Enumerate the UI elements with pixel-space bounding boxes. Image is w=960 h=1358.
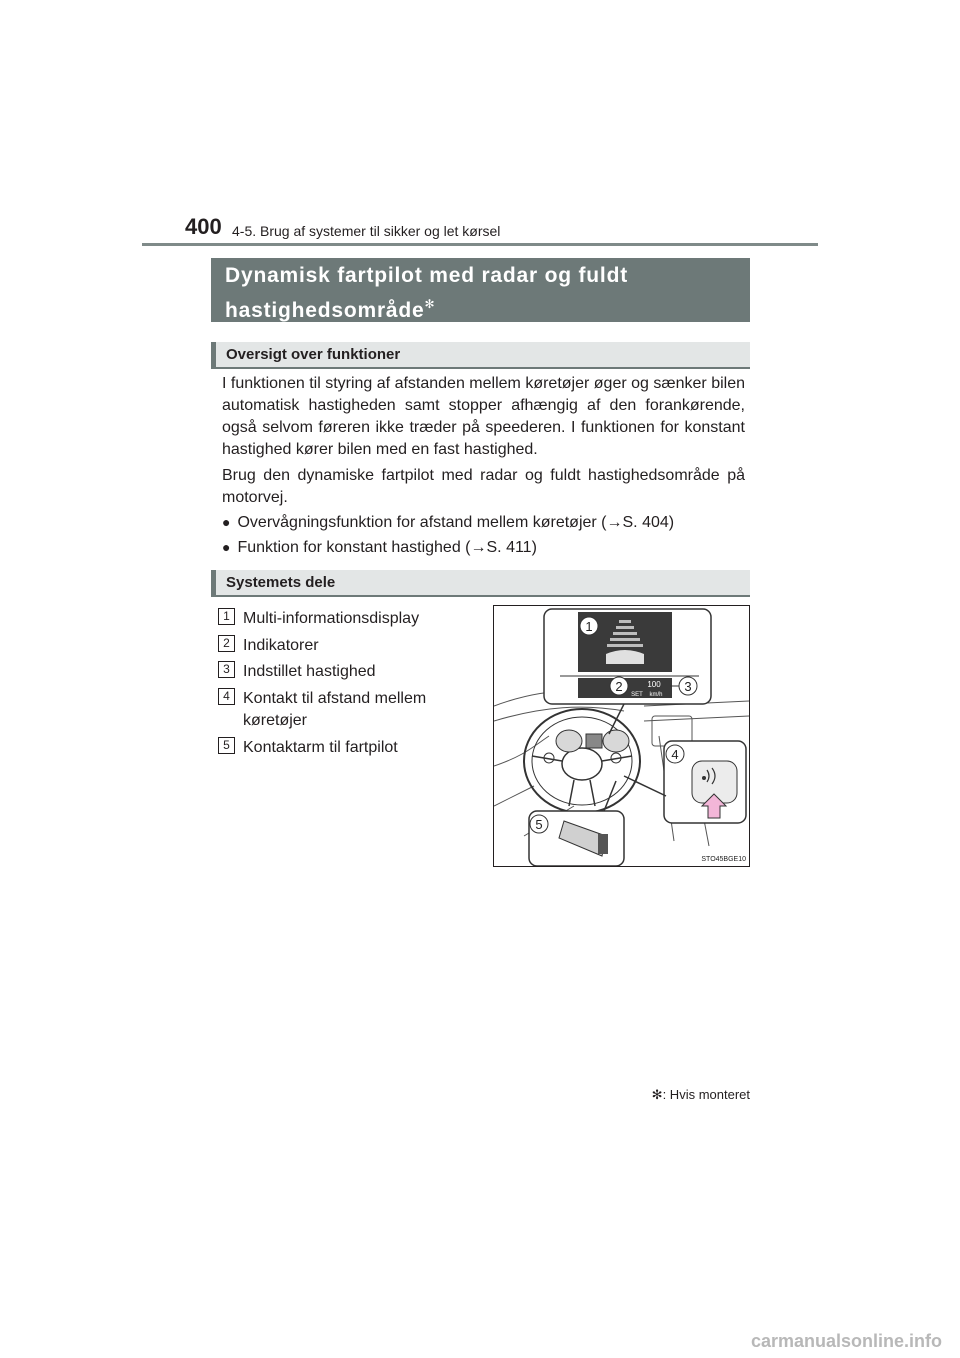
bullet-icon: ● — [222, 539, 231, 555]
gauge-cluster — [556, 730, 629, 752]
page-reference-link[interactable]: S. 411) — [486, 539, 537, 556]
list-item: ● Funktion for konstant hastighed (→S. 411) — [222, 539, 537, 556]
list-item: ● Overvågningsfunktion for afstand mellem køretøjer (→S. 404) — [222, 514, 675, 531]
svg-text:1: 1 — [585, 619, 593, 634]
overview-heading: Oversigt over funktioner — [211, 342, 750, 369]
display-set-label: SET — [631, 692, 643, 698]
display-speed: 100 — [647, 680, 661, 689]
steering-wheel-icon — [524, 709, 640, 813]
section-header: 4-5. Brug af systemer til sikker og let kørsel — [232, 223, 501, 239]
number-badge: 4 — [218, 688, 235, 705]
page-number: 400 — [185, 214, 222, 239]
list-item: 4 Kontakt til afstand mellem køretøjer — [218, 688, 443, 732]
svg-text:4: 4 — [671, 747, 679, 762]
list-item: 2 Indikatorer — [218, 635, 319, 659]
svg-text:3: 3 — [684, 679, 692, 694]
title-line-2: hastighedsområde✻ — [225, 297, 436, 322]
parts-heading: Systemets dele — [211, 570, 750, 597]
arrow-icon: → — [470, 539, 487, 556]
svg-text:5: 5 — [535, 817, 543, 832]
list-item: 3 Indstillet hastighed — [218, 661, 376, 685]
cockpit-illustration — [493, 605, 750, 867]
number-badge: 2 — [218, 635, 235, 652]
header-divider — [142, 243, 818, 246]
display-unit: km/h — [649, 692, 663, 698]
footnote-marker-icon: ✻ — [651, 1087, 663, 1102]
number-badge: 3 — [218, 661, 235, 678]
list-item: 5 Kontaktarm til fartpilot — [218, 737, 398, 761]
bullet-icon: ● — [222, 514, 231, 530]
list-item: 1 Multi-informationsdisplay — [218, 608, 419, 632]
number-badge: 1 — [218, 608, 235, 625]
title-line-1: Dynamisk fartpilot med radar og fuldt — [225, 264, 628, 287]
svg-text:2: 2 — [615, 679, 623, 694]
arrow-icon: → — [606, 514, 623, 531]
number-badge: 5 — [218, 737, 235, 754]
page-title — [211, 258, 750, 322]
page-reference-link[interactable]: S. 404) — [622, 514, 675, 531]
image-code: STO45BGE10 — [701, 856, 746, 863]
overview-paragraph-2: Brug den dynamiske fartpilot med radar og fuldt hastighedsområde på motorvej. — [222, 467, 745, 506]
footnote-marker-icon: ✻ — [424, 297, 436, 311]
footnote: ✻: Hvis monteret — [651, 1087, 750, 1102]
watermark: carmanualsonline.info — [750, 1331, 942, 1351]
overview-paragraph-1: I funktionen til styring af afstanden mellem køretøjer øger og sænker bilen automatisk hastigheden samt stopper afhængig af den forankørende, også selvom føreren ikke træder på speederen. I funktionen for konstant hastighed kører bilen med en fast hastighed. — [222, 375, 745, 458]
